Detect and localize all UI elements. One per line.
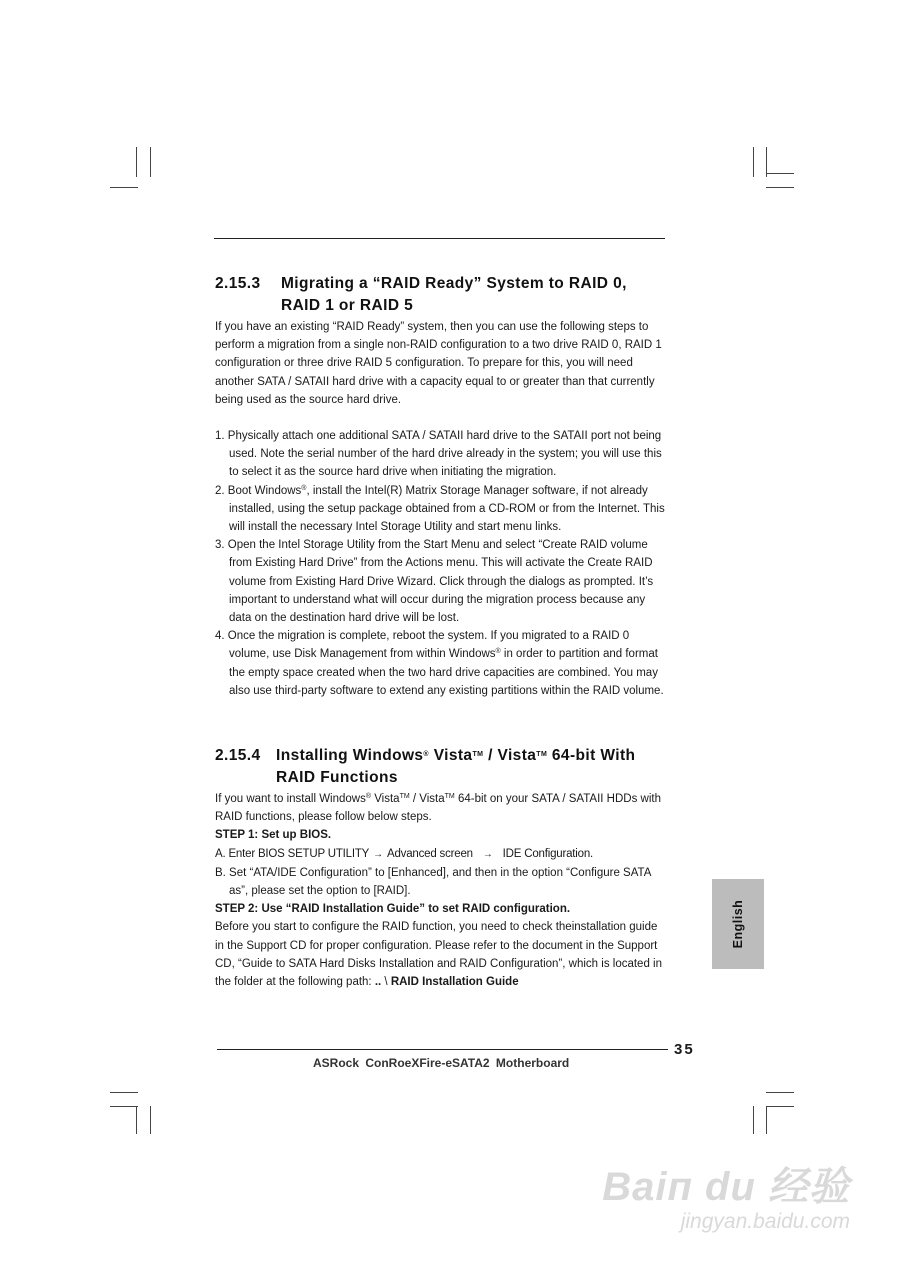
watermark-brand: Baiп du 经验 [602, 1165, 850, 1209]
section-1-step-4: 4. Once the migration is complete, reboot the system. If you migrated to a RAID 0 volume, use Disk Management from within Windows® in order to partition and format the empty space created when the two hard drive capacities are combined. You may also use third-party software to extend any existing partitions within the RAID volume. [215, 630, 664, 697]
footer-rule [217, 1049, 668, 1050]
crop-mark [150, 147, 151, 177]
footer-text: ASRock ConRoeXFire-eSATA2 Motherboard [313, 1056, 570, 1070]
section-2-intro: If you want to install Windows® Vista™ / Vista™ 64-bit on your SATA / SATAII HDDs with RAID functions, please follow below steps. [215, 793, 661, 824]
step-1-b: B. Set “ATA/IDE Configuration” to [Enhanced], and then in the option “Configure SATA as”, please set the option to [RAID]. [215, 866, 651, 898]
crop-mark [766, 1106, 794, 1107]
language-tab [712, 879, 764, 969]
section-title-line-1: Migrating a “RAID Ready” System to RAID 0, [281, 275, 627, 292]
section-number: 2.15.4 [215, 747, 261, 764]
section-2-body [215, 790, 667, 991]
registered-mark: ® [495, 648, 501, 656]
crop-mark [753, 1106, 754, 1134]
crop-mark [150, 1106, 151, 1134]
language-tab-label: English [731, 899, 745, 949]
crop-mark [766, 1106, 767, 1134]
crop-mark [766, 187, 794, 188]
section-1-body [215, 318, 667, 700]
registered-mark: ® [301, 484, 307, 492]
section-heading-2-15-4: 2.15.4 Installing Windows® Vista™ / Vista™ 64-bit With RAID Functions [215, 745, 635, 789]
section-1-step-3: 3. Open the Intel Storage Utility from the Start Menu and select “Create RAID volume from Existing Hard Drive” from the Actions menu. This will activate the Create RAID volume from Existing Hard Drive Wizard. Click through the dialogs as prompted. It’s important to understand what will occur during the migration process because any data on the destination hard drive will be lost. [215, 539, 654, 625]
crop-mark [136, 147, 137, 177]
arrow-right-icon: → [373, 848, 383, 860]
watermark-url: jingyan.baidu.com [680, 1210, 850, 1233]
section-number: 2.15.3 [215, 275, 261, 292]
crop-mark [766, 173, 794, 174]
crop-mark [110, 1092, 138, 1093]
step-1-a: A. Enter BIOS SETUP UTILITY → Advanced screen → IDE Configuration. [215, 845, 667, 864]
step-2-heading: STEP 2: Use “RAID Installation Guide” to set RAID configuration. [215, 903, 571, 916]
section-1-step-2: 2. Boot Windows®, install the Intel(R) Matrix Storage Manager software, if not already installed, using the setup package obtained from a CD-ROM or from the Internet. This will install the necessary Intel Storage Utility and start menu links. [215, 484, 665, 534]
header-rule [214, 238, 665, 239]
section-title-line-2: RAID Functions [276, 769, 398, 786]
section-title-line-2: RAID 1 or RAID 5 [281, 297, 414, 314]
page-number: 35 [674, 1041, 695, 1058]
step-1-heading: STEP 1: Set up BIOS. [215, 829, 332, 842]
arrow-right-icon: → [482, 848, 493, 860]
watermark [602, 1165, 850, 1235]
crop-mark [136, 1106, 137, 1134]
crop-mark [110, 187, 138, 188]
section-1-intro: If you have an existing “RAID Ready” system, then you can use the following steps to perform a migration from a single non-RAID configuration to a two drive RAID 0, RAID 1 configuration or three drive RAID 5 configuration. To prepare for this, you will need another SATA / SATAII hard drive with a capacity equal to or greater than that currently being used as the source hard drive. [215, 321, 662, 406]
section-1-step-1: 1. Physically attach one additional SATA / SATAII hard drive to the SATAII port not being used. Note the serial number of the hard drive already in the system; you will use this to select it as the source hard drive when initiating the migration. [215, 430, 662, 479]
crop-mark [766, 1092, 794, 1093]
crop-mark [753, 147, 754, 177]
step-2-text: Before you start to configure the RAID function, you need to check theinstallation guide in the Support CD for proper configuration. Please refer to the document in the Support CD, “Guide to SATA Hard Disks Installation and RAID Configuration”, which is located in the folder at the following path: .. \ RAID Installation Guide [215, 921, 662, 989]
section-heading-2-15-3 [215, 273, 627, 317]
crop-mark [110, 1106, 138, 1107]
